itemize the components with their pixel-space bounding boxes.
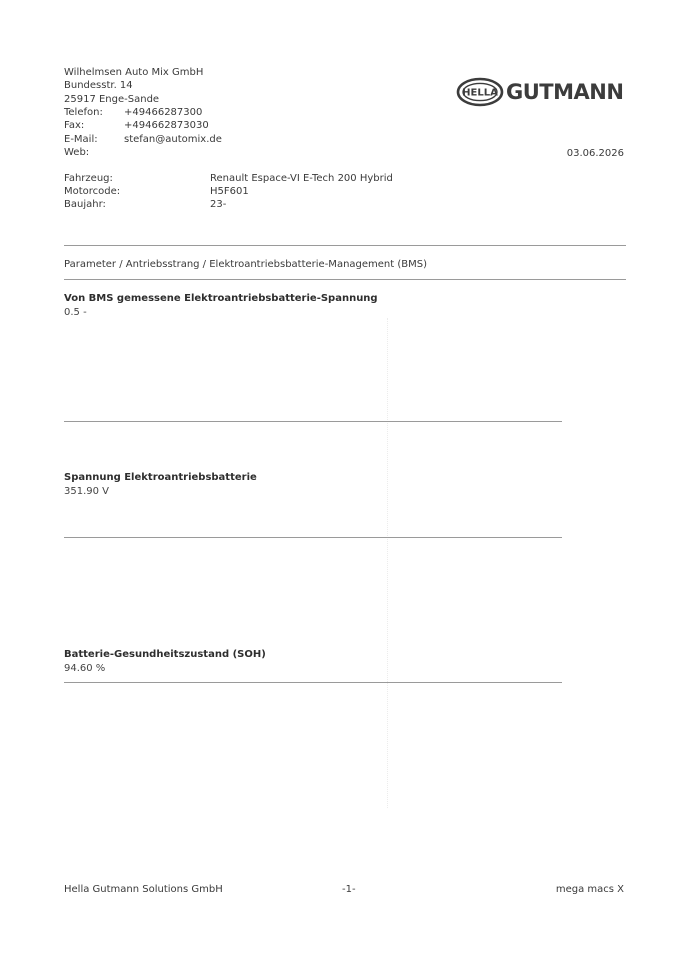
company-address (64, 66, 203, 106)
hella-gutmann-logo (456, 76, 626, 108)
vehicle-row-year (64, 198, 393, 211)
contact-row-fax (64, 119, 222, 132)
logo-gutmann-text: GUTMANN (506, 80, 624, 104)
fax-label: Fax: (64, 120, 85, 132)
parameter-1-divider (64, 421, 562, 422)
email-value: stefan@automix.de (124, 133, 222, 145)
contact-row-email (64, 133, 222, 146)
parameter-2-divider (64, 537, 562, 538)
vehicle-model-value: Renault Espace-VI E-Tech 200 Hybrid (210, 173, 393, 184)
parameter-2-title: Spannung Elektroantriebsbatterie (64, 472, 257, 483)
footer-page-number: -1- (342, 884, 356, 895)
model-year-value: 23- (210, 199, 227, 211)
vehicle-row-model (64, 172, 393, 185)
contact-details (64, 106, 222, 160)
model-year-label: Baujahr: (64, 199, 106, 211)
logo-hella-text: HELLA (462, 87, 498, 99)
company-city: 25917 Enge-Sande (64, 93, 160, 105)
phone-value: +49466287300 (124, 107, 203, 118)
parameter-3-divider (64, 682, 562, 683)
divider-breadcrumb (64, 279, 626, 280)
company-street: Bundesstr. 14 (64, 80, 133, 92)
vehicle-row-engine (64, 185, 393, 198)
divider-top (64, 245, 626, 246)
parameter-1-title: Von BMS gemessene Elektroantriebsbatterie-Spannung (64, 293, 378, 304)
footer-device: mega macs X (555, 884, 624, 895)
report-date: 03.06.2026 (566, 148, 624, 159)
fax-value: +494662873030 (124, 120, 209, 132)
vehicle-model-label: Fahrzeug: (64, 173, 113, 184)
parameter-2-value: 351.90 V (64, 486, 110, 497)
web-label: Web: (64, 147, 90, 159)
email-label: E-Mail: (64, 133, 98, 145)
contact-row-web (64, 146, 222, 159)
engine-code-label: Motorcode: (64, 186, 121, 198)
contact-row-phone (64, 106, 222, 119)
engine-code-value: H5F601 (210, 186, 249, 198)
parameter-3-value: 94.60 % (64, 663, 106, 674)
logo-graphic (456, 76, 626, 108)
parameter-3-title: Batterie-Gesundheitszustand (SOH) (64, 649, 266, 660)
company-name: Wilhelmsen Auto Mix GmbH (64, 67, 204, 78)
vehicle-details (64, 172, 393, 212)
scan-artifact (387, 318, 388, 808)
footer-company: Hella Gutmann Solutions GmbH (64, 884, 223, 895)
parameter-1-value: 0.5 - (64, 307, 87, 318)
phone-label: Telefon: (64, 107, 103, 118)
breadcrumb: Parameter / Antriebsstrang / Elektroantriebsbatterie-Management (BMS) (64, 259, 428, 270)
